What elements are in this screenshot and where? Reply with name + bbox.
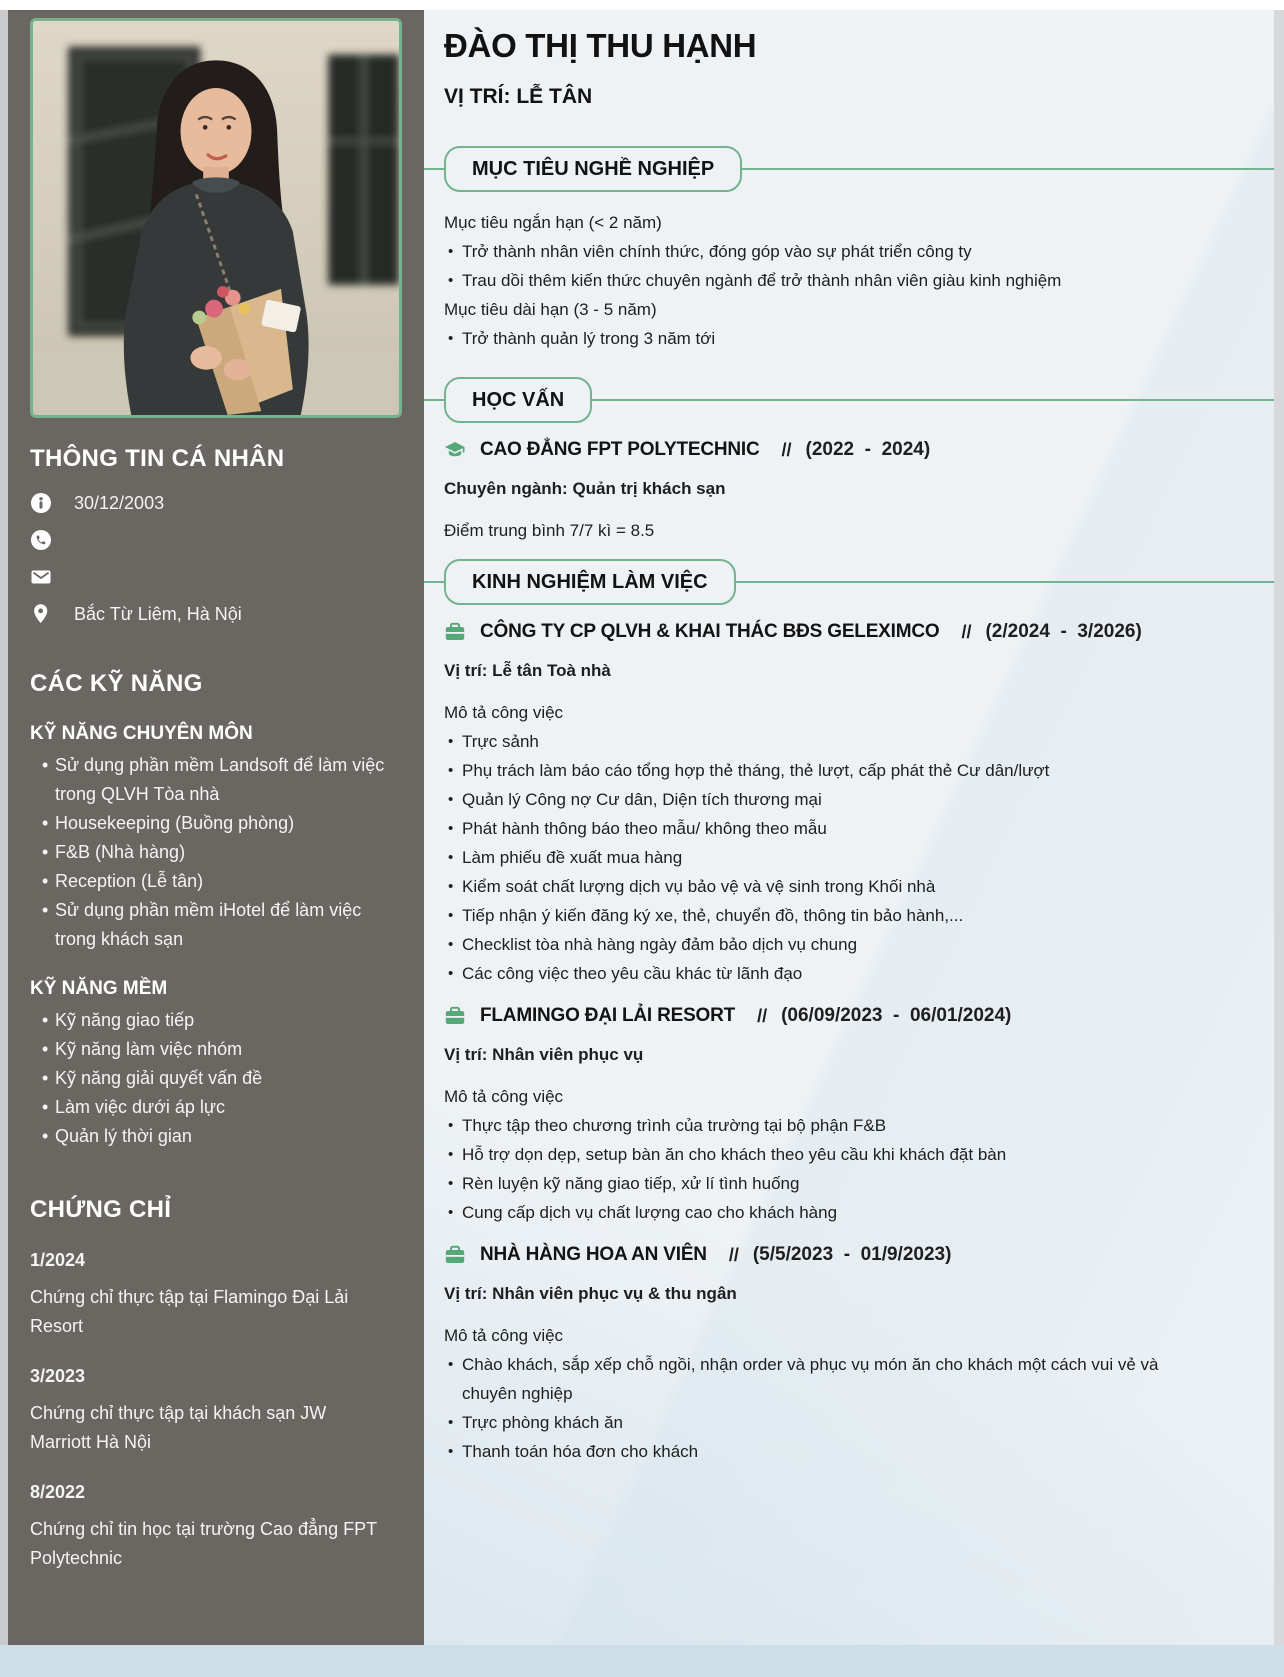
job-position: Vị trí: Nhân viên phục vụ: [444, 1045, 644, 1064]
job-bullet: • Phụ trách làm báo cáo tổng hợp thẻ tháng, thẻ lượt, cấp phát thẻ Cư dân/lượt: [444, 756, 1164, 785]
certificate-item: [30, 1247, 402, 1341]
mail-icon: [30, 566, 52, 588]
page-top-margin: [0, 0, 1284, 10]
job-bullet: • Cung cấp dịch vụ chất lượng cao cho khách hàng: [444, 1198, 1164, 1227]
certificate-text: Chứng chỉ tin học tại trường Cao đẳng FPT Polytechnic: [30, 1519, 377, 1568]
job-bullet: • Phát hành thông báo theo mẫu/ không theo mẫu: [444, 814, 1164, 843]
job-entry-header: [444, 1005, 1244, 1027]
job-bullet: • Checklist tòa nhà hàng ngày đảm bảo dịch vụ chung: [444, 930, 1164, 959]
briefcase-icon: [444, 1005, 466, 1027]
objective-label: Mục tiêu dài hạn (3 - 5 năm): [444, 300, 657, 319]
objective-label: Mục tiêu ngắn hạn (< 2 năm): [444, 213, 662, 232]
skill-item: • Sử dụng phần mềm Landsoft để làm việc trong QLVH Tòa nhà: [30, 751, 385, 809]
company-name: FLAMINGO ĐẠI LẢI RESORT: [480, 1005, 736, 1026]
job-entry: [444, 1244, 1244, 1466]
section-title-education: HỌC VẤN: [444, 377, 592, 423]
job-entry-header: [444, 1244, 1244, 1266]
briefcase-icon: [444, 621, 466, 643]
skill-item: • F&B (Nhà hàng): [30, 838, 385, 867]
location-icon: [30, 603, 52, 625]
objective-bullets: [444, 237, 1244, 295]
section-title-objective: MỤC TIÊU NGHỀ NGHIỆP: [444, 146, 742, 192]
job-entry: [444, 1005, 1244, 1227]
job-bullet: • Rèn luyện kỹ năng giao tiếp, xử lí tình huống: [444, 1169, 1164, 1198]
section-experience-header: [444, 559, 1244, 605]
soft-skills-list: [30, 1006, 402, 1151]
separator: //: [728, 1244, 739, 1265]
job-bullet: • Làm phiếu đề xuất mua hàng: [444, 843, 1164, 872]
job-bullet: • Chào khách, sắp xếp chỗ ngồi, nhận order và phục vụ món ăn cho khách một cách vui vẻ và chuyên nghiệp: [444, 1350, 1164, 1408]
section-title-experience: KINH NGHIỆM LÀM VIỆC: [444, 559, 736, 605]
job-period: (2/2024 - 3/2026): [985, 621, 1142, 642]
skill-item: • Kỹ năng làm việc nhóm: [30, 1035, 385, 1064]
school-name: CAO ĐẲNG FPT POLYTECHNIC: [480, 439, 760, 460]
phone-icon: [30, 529, 52, 551]
education-entry: [444, 439, 1244, 545]
objective-block: [444, 208, 1244, 353]
job-bullet: • Thực tập theo chương trình của trường tại bộ phận F&B: [444, 1111, 1164, 1140]
job-bullet: • Các công việc theo yêu cầu khác từ lãnh đạo: [444, 959, 1164, 988]
certificate-item: [30, 1363, 402, 1457]
skill-item: • Quản lý thời gian: [30, 1122, 385, 1151]
certificate-date: 3/2023: [30, 1366, 86, 1386]
birthdate-row: [30, 488, 402, 518]
certificates-title: CHỨNG CHỈ: [30, 1196, 172, 1223]
birthdate-value: 30/12/2003: [74, 492, 165, 513]
job-position: Vị trí: Nhân viên phục vụ & thu ngân: [444, 1284, 737, 1303]
skill-item: • Reception (Lễ tân): [30, 867, 385, 896]
candidate-position: VỊ TRÍ: LỄ TÂN: [444, 85, 593, 108]
skill-item: • Kỹ năng giải quyết vấn đề: [30, 1064, 385, 1093]
skill-item: • Kỹ năng giao tiếp: [30, 1006, 385, 1035]
job-bullet: • Trực sảnh: [444, 727, 1164, 756]
briefcase-icon: [444, 1244, 466, 1266]
job-bullets: [444, 1350, 1244, 1466]
job-entry-header: [444, 621, 1244, 643]
job-bullet: • Thanh toán hóa đơn cho khách: [444, 1437, 1164, 1466]
education-gpa: Điểm trung bình 7/7 kì = 8.5: [444, 521, 655, 540]
job-period: (06/09/2023 - 06/01/2024): [781, 1005, 1012, 1026]
address-row: [30, 599, 402, 629]
certificate-date: 8/2022: [30, 1482, 86, 1502]
hard-skills-list: [30, 751, 402, 954]
objective-bullet: • Trở thành quản lý trong 3 năm tới: [444, 324, 1164, 353]
certificate-text: Chứng chỉ thực tập tại Flamingo Đại Lải Resort: [30, 1287, 349, 1336]
company-name: NHÀ HÀNG HOA AN VIÊN: [480, 1244, 707, 1265]
job-bullet: • Trực phòng khách ăn: [444, 1408, 1164, 1437]
graduation-cap-icon: [444, 439, 466, 461]
certificate-text: Chứng chỉ thực tập tại khách sạn JW Marriott Hà Nội: [30, 1403, 327, 1452]
personal-info-list: [30, 488, 402, 629]
job-desc-label: Mô tả công việc: [444, 1326, 564, 1345]
certificate-date: 1/2024: [30, 1250, 86, 1270]
job-period: (5/5/2023 - 01/9/2023): [752, 1244, 952, 1265]
profile-photo: [30, 18, 402, 418]
candidate-name: ĐÀO THỊ THU HẠNH: [444, 27, 757, 64]
job-bullet: • Quản lý Công nợ Cư dân, Diện tích thương mại: [444, 785, 1164, 814]
page-left-margin: [0, 10, 8, 1645]
section-objective-header: [444, 146, 1244, 192]
objective-bullet: • Trở thành nhân viên chính thức, đóng góp vào sự phát triển công ty: [444, 237, 1164, 266]
soft-skills-heading: KỸ NĂNG MỀM: [30, 978, 168, 999]
info-icon: [30, 492, 52, 514]
education-period: (2022 - 2024): [805, 439, 931, 460]
page-right-margin: [1274, 10, 1284, 1645]
job-bullet: • Kiểm soát chất lượng dịch vụ bảo vệ và vệ sinh trong Khối nhà: [444, 872, 1164, 901]
next-page-band: [0, 1645, 1284, 1677]
education-entry-header: [444, 439, 1244, 461]
job-position: Vị trí: Lễ tân Toà nhà: [444, 661, 611, 680]
skill-item: • Sử dụng phần mềm iHotel để làm việc trong khách sạn: [30, 896, 385, 954]
company-name: CÔNG TY CP QLVH & KHAI THÁC BĐS GELEXIMCO: [480, 621, 940, 642]
objective-bullets: [444, 324, 1244, 353]
education-major: Chuyên ngành: Quản trị khách sạn: [444, 479, 726, 498]
certificate-item: [30, 1479, 402, 1573]
job-entry: [444, 621, 1244, 988]
separator: //: [757, 1005, 768, 1026]
job-bullets: [444, 727, 1244, 988]
profile-photo-illustration: [33, 21, 399, 415]
main-content: [424, 10, 1274, 1645]
job-bullet: • Tiếp nhận ý kiến đăng ký xe, thẻ, chuyển đồ, thông tin bảo hành,...: [444, 901, 1164, 930]
section-education-header: [444, 377, 1244, 423]
skill-item: • Làm việc dưới áp lực: [30, 1093, 385, 1122]
sidebar: [8, 10, 424, 1645]
job-desc-label: Mô tả công việc: [444, 703, 564, 722]
job-desc-label: Mô tả công việc: [444, 1087, 564, 1106]
personal-info-title: THÔNG TIN CÁ NHÂN: [30, 445, 285, 472]
skills-title: CÁC KỸ NĂNG: [30, 670, 203, 697]
hard-skills-heading: KỸ NĂNG CHUYÊN MÔN: [30, 723, 253, 744]
job-bullets: [444, 1111, 1244, 1227]
objective-bullet: • Trau dồi thêm kiến thức chuyên ngành để trở thành nhân viên giàu kinh nghiệm: [444, 266, 1164, 295]
job-bullet: • Hỗ trợ dọn dẹp, setup bàn ăn cho khách theo yêu cầu khi khách đặt bàn: [444, 1140, 1164, 1169]
separator: //: [781, 439, 792, 460]
address-value: Bắc Từ Liêm, Hà Nội: [74, 603, 242, 624]
phone-row: [30, 525, 402, 555]
separator: //: [961, 621, 972, 642]
skill-item: • Housekeeping (Buồng phòng): [30, 809, 385, 838]
email-row: [30, 562, 402, 592]
